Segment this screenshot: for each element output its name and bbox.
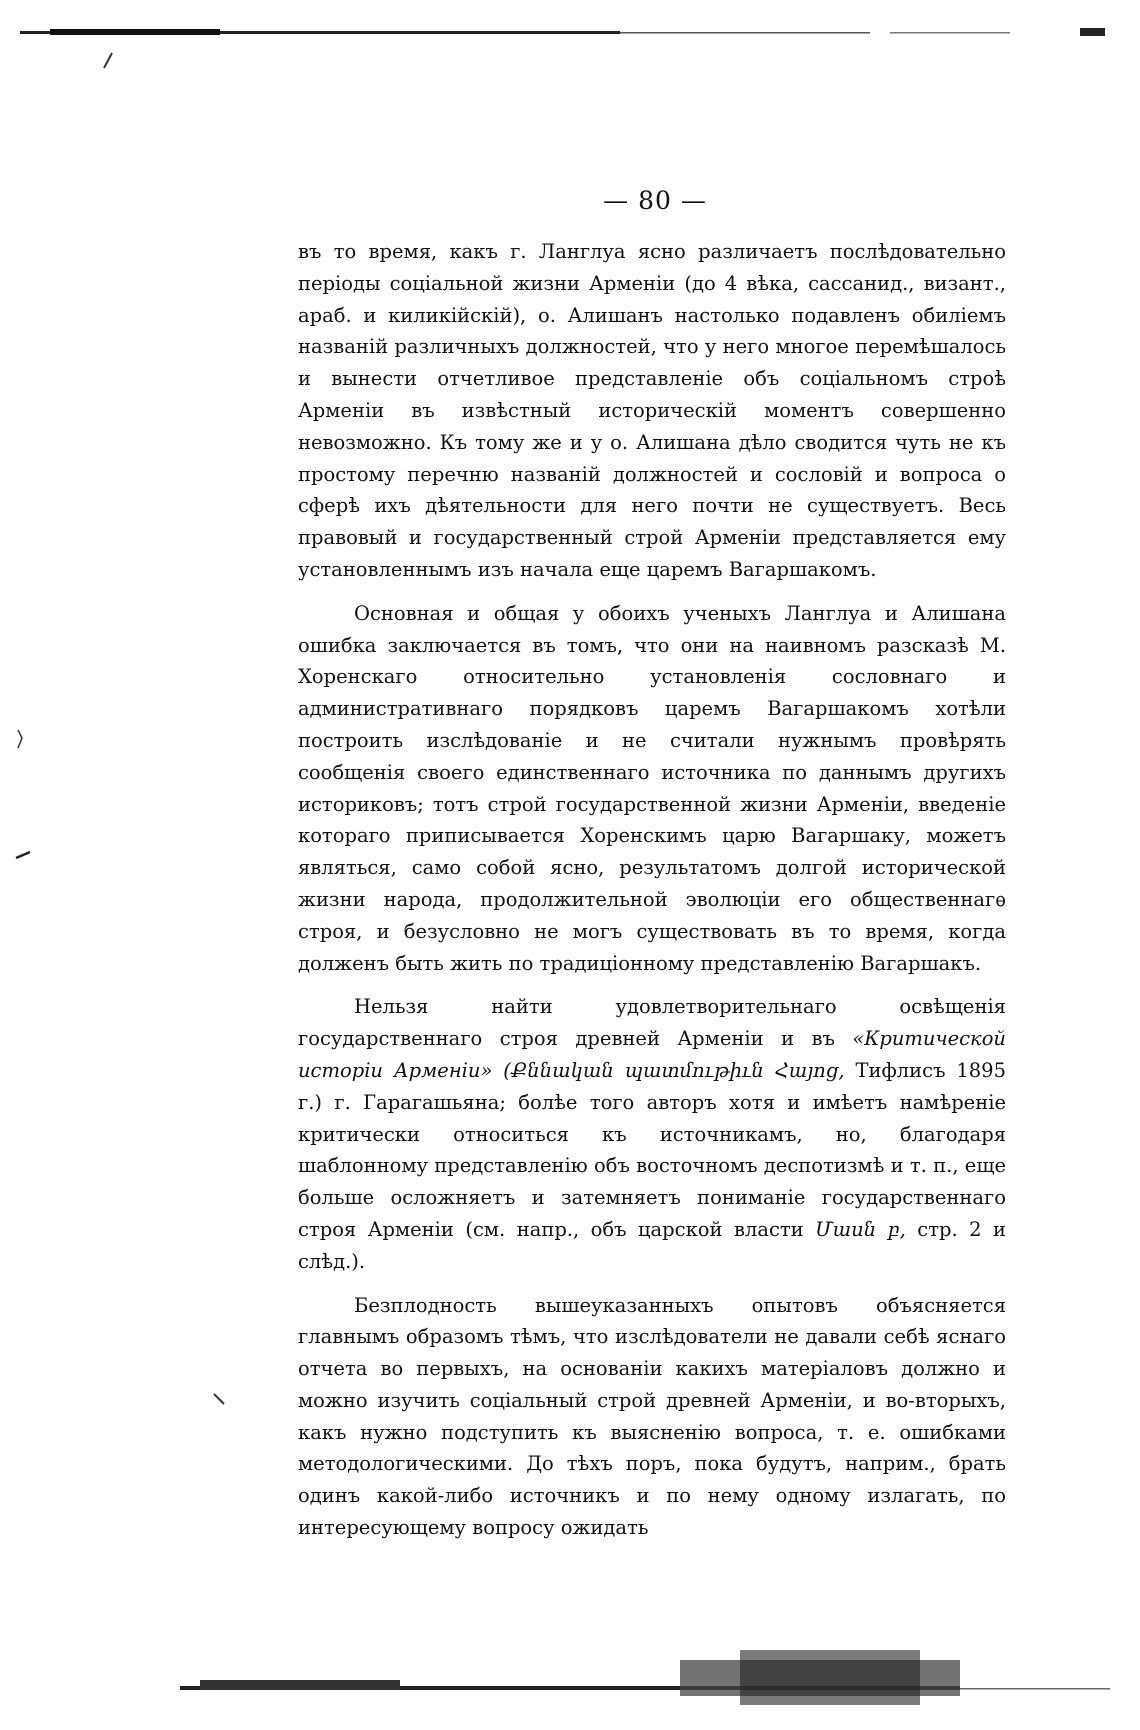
body-text	[298, 236, 1006, 1544]
scan-mark	[212, 1392, 226, 1406]
paragraph: въ то время, какъ г. Ланглуа ясно различаетъ послѣдовательно періоды соціальной жизни Арменіи (до 4 вѣка, сассанид., визант., араб. и киликійскій), о. Алишанъ настолько подавленъ обиліемъ названій различныхъ должностей, что у него многое перемѣшалось и вынести отчетливое представленіе объ соціальномъ строѣ Арменіи въ извѣстный историческій моментъ совершенно невозможно. Къ тому же и у о. Алишана дѣло сводится чуть не къ простому перечню названій должностей и сословій и вопроса о сферѣ ихъ дѣятельности для него почти не существуетъ. Весь правовый и государственный строй Арменіи представляется ему установленнымъ изъ начала еще царемъ Вагаршакомъ.	[298, 240, 1006, 581]
armenian-reference: Մասն բ,	[815, 1217, 906, 1241]
paragraph	[298, 991, 1006, 1277]
scan-mark	[100, 52, 114, 70]
page-number: — 80 —	[603, 186, 707, 215]
scan-mark	[14, 728, 26, 750]
book-title: «Критической исторіи Арменіи» (Քննական պատմութիւն Հայոց,	[298, 1027, 1006, 1082]
scan-edge-bottom	[180, 1650, 1120, 1710]
scan-edge-top	[20, 28, 1120, 38]
paragraph-text: Нельзя найти удовлетворительнаго освѣщенія государственнаго строя древней Арменіи и въ	[298, 995, 1006, 1051]
paragraph-text: стр. 2 и слѣд.).	[298, 1217, 1006, 1273]
scan-mark	[14, 850, 32, 860]
paragraph-text: Тифлисъ 1895 г.) г. Гарагашьяна; болѣе того авторъ хотя и имѣетъ намѣреніе критически относиться къ источникамъ, но, благодаря шаблонному представленію объ восточномъ деспотизмѣ и т. п., еще больше осложняетъ и затемняетъ пониманіе государственнаго строя Арменіи (см. напр., объ царской власти	[298, 1058, 1006, 1241]
paragraph: Основная и общая у обоихъ ученыхъ Ланглуа и Алишана ошибка заключается въ томъ, что они на наивномъ разсказѣ М. Хоренскаго относительно установленія сословнаго и административнаго порядковъ царемъ Вагаршакомъ хотѣли построить изслѣдованіе и не считали нужнымъ провѣрять сообщенія своего единственнаго источника по даннымъ другихъ историковъ; тотъ строй государственной жизни Арменіи, введеніе котораго приписывается Хоренскимъ царю Вагаршаку, можетъ являться, само собой ясно, результатомъ долгой исторической жизни народа, продолжительной эволюціи его общественнагѳ строя, и безусловно не могъ существовать въ то время, когда долженъ быть жить по традиціонному представленію Вагаршакъ.	[298, 601, 1006, 975]
paragraph: Безплодность вышеуказанныхъ опытовъ объясняется главнымъ образомъ тѣмъ, что изслѣдователи не давали себѣ яснаго отчета во первыхъ, на основаніи какихъ матеріаловъ должно и можно изучить соціальный строй древней Арменіи, и во-вторыхъ, какъ нужно подступить къ выясненію вопроса, т. е. ошибками методологическими. До тѣхъ поръ, пока будутъ, наприм., брать одинъ какой-либо источникъ и по нему одному излагать, по интересующему вопросу ожидать	[298, 1293, 1006, 1540]
